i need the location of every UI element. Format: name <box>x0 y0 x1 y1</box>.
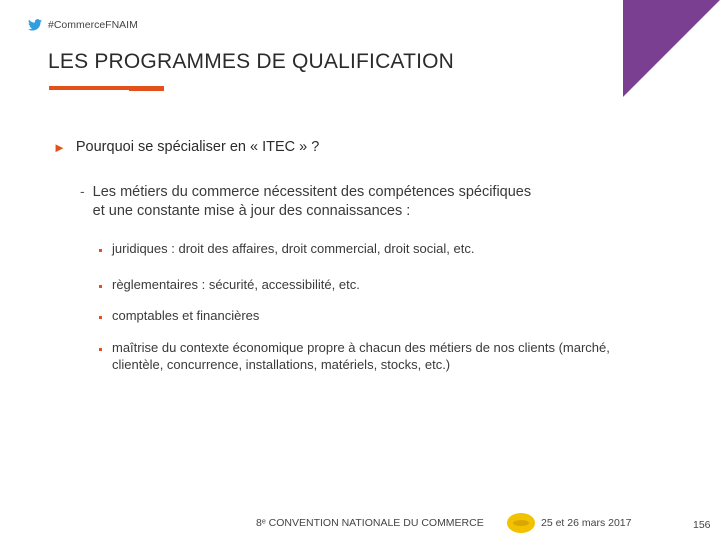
bullet-icon <box>99 285 102 288</box>
play-arrow-icon: ► <box>53 139 66 155</box>
list-item <box>97 307 259 324</box>
intro-line-2: et une constante mise à jour des connaissances : <box>92 203 411 219</box>
question-heading: Pourquoi se spécialiser en « ITEC » ? <box>75 139 320 155</box>
bullet-text <box>112 339 610 373</box>
bullet-text: comptables et financières <box>112 308 260 323</box>
dash-marker: - <box>80 183 85 199</box>
list-item <box>97 276 360 293</box>
bullet-text: juridiques : droit des affaires, droit commercial, droit social, etc. <box>112 241 475 256</box>
question-row <box>53 139 319 155</box>
bullet-icon <box>99 316 102 319</box>
bullet-text-line-2: clientèle, concurrence, installations, matériels, stocks, etc.) <box>112 357 451 372</box>
corner-decoration <box>623 0 720 97</box>
title-underline <box>49 86 129 90</box>
footer-date: 25 et 26 mars 2017 <box>541 517 632 529</box>
footer <box>0 512 720 536</box>
intro-line-1: Les métiers du commerce nécessitent des compétences spécifiques <box>92 184 532 200</box>
twitter-icon <box>28 19 42 31</box>
intro-block <box>80 183 600 221</box>
bullet-text-line-1: maîtrise du contexte économique propre à chacun des métiers de nos clients (marché, <box>112 340 610 355</box>
list-item <box>97 339 610 373</box>
bullet-text: règlementaires : sécurité, accessibilité, etc. <box>112 277 360 292</box>
intro-text <box>93 183 531 221</box>
footer-convention: 8ᵉ CONVENTION NATIONALE DU COMMERCE <box>256 517 484 529</box>
bullet-icon <box>99 249 102 252</box>
page-title: LES PROGRAMMES DE QUALIFICATION <box>48 50 455 73</box>
list-item <box>97 240 474 257</box>
hashtag-label: #CommerceFNAIM <box>48 19 138 31</box>
title-underline-accent <box>129 86 164 91</box>
bullet-icon <box>99 348 102 351</box>
page-number: 156 <box>693 519 711 531</box>
convention-logo <box>506 512 536 534</box>
hashtag-row <box>28 17 138 33</box>
